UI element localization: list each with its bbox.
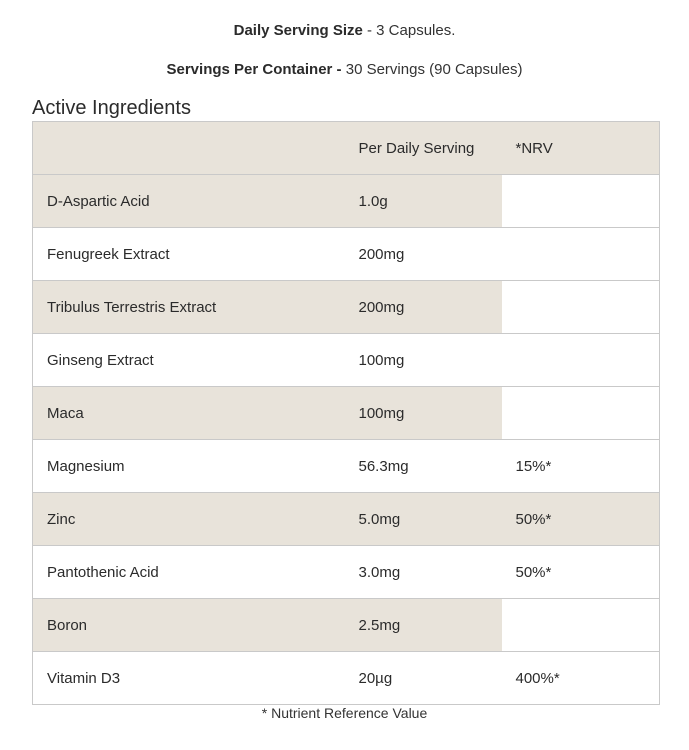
header-nrv: *NRV [502, 122, 660, 175]
ingredient-name: Vitamin D3 [33, 652, 345, 705]
table-row [33, 652, 660, 705]
ingredient-nrv: 15%* [502, 440, 660, 493]
footnote: * Nutrient Reference Value [261, 705, 428, 721]
ingredient-nrv [502, 387, 660, 440]
ingredient-name: Fenugreek Extract [33, 228, 345, 281]
table-row [33, 546, 660, 599]
daily-serving-size-label: Daily Serving Size [233, 22, 363, 39]
servings-per-container-label: Servings Per Container - [166, 61, 342, 78]
ingredient-name: Tribulus Terrestris Extract [33, 281, 345, 334]
table-row [33, 493, 660, 546]
ingredient-nrv [502, 175, 660, 228]
table-row [33, 175, 660, 228]
ingredient-name: Maca [33, 387, 345, 440]
ingredient-name: D-Aspartic Acid [33, 175, 345, 228]
table-row [33, 440, 660, 493]
daily-serving-size [0, 21, 689, 41]
ingredient-name: Zinc [33, 493, 345, 546]
ingredient-nrv [502, 281, 660, 334]
table-row [33, 387, 660, 440]
ingredient-amount: 200mg [345, 228, 502, 281]
ingredient-amount: 2.5mg [345, 599, 502, 652]
servings-per-container-value: 30 Servings (90 Capsules) [341, 61, 523, 78]
ingredient-nrv [502, 228, 660, 281]
ingredient-amount: 1.0g [345, 175, 502, 228]
ingredient-name: Ginseng Extract [33, 334, 345, 387]
ingredient-nrv: 50%* [502, 493, 660, 546]
table-row [33, 228, 660, 281]
table-header-row [33, 122, 660, 175]
ingredient-amount: 20µg [345, 652, 502, 705]
daily-serving-size-value: - 3 Capsules. [362, 22, 456, 39]
ingredient-nrv: 50%* [502, 546, 660, 599]
table-row [33, 334, 660, 387]
ingredient-amount: 200mg [345, 281, 502, 334]
servings-per-container [0, 60, 689, 80]
ingredient-name: Pantothenic Acid [33, 546, 345, 599]
ingredient-name: Magnesium [33, 440, 345, 493]
table-row [33, 281, 660, 334]
ingredient-amount: 100mg [345, 334, 502, 387]
ingredients-table [32, 121, 660, 705]
ingredient-nrv: 400%* [502, 652, 660, 705]
ingredient-amount: 100mg [345, 387, 502, 440]
table-row [33, 599, 660, 652]
ingredient-name: Boron [33, 599, 345, 652]
ingredient-nrv [502, 334, 660, 387]
ingredient-nrv [502, 599, 660, 652]
section-title: Active Ingredients [32, 97, 191, 119]
header-ingredient [33, 122, 345, 175]
ingredient-amount: 5.0mg [345, 493, 502, 546]
ingredient-amount: 3.0mg [345, 546, 502, 599]
ingredient-amount: 56.3mg [345, 440, 502, 493]
header-per-daily-serving: Per Daily Serving [345, 122, 502, 175]
